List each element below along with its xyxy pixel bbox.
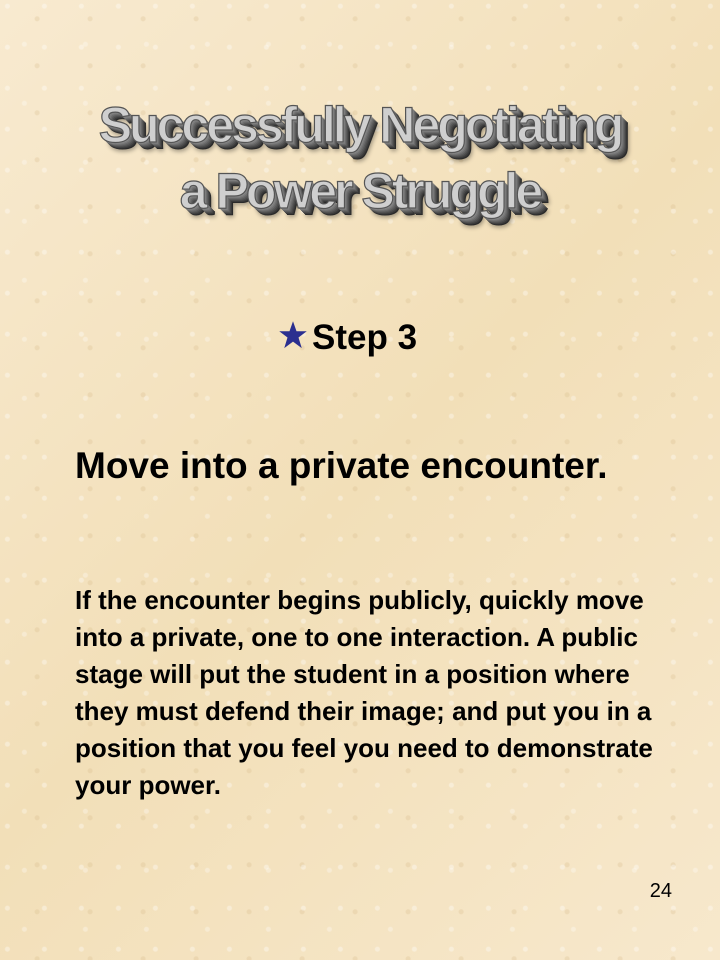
page-number: 24	[649, 880, 672, 902]
step-bullet	[278, 318, 417, 358]
slide-title	[0, 92, 720, 224]
step-heading: Move into a private encounter.	[75, 445, 608, 486]
star-icon	[278, 320, 308, 350]
step-body-text: If the encounter begins publicly, quickly move into a private, one to one interaction. A public stage will put the student in a position where they must defend their image; and put you in a position that you feel you need to demonstrate your power.	[75, 585, 653, 800]
title-line-2: a Power Struggle	[179, 163, 541, 219]
step-label: Step 3	[312, 318, 418, 357]
title-line-1: Successfully Negotiating	[98, 97, 622, 153]
